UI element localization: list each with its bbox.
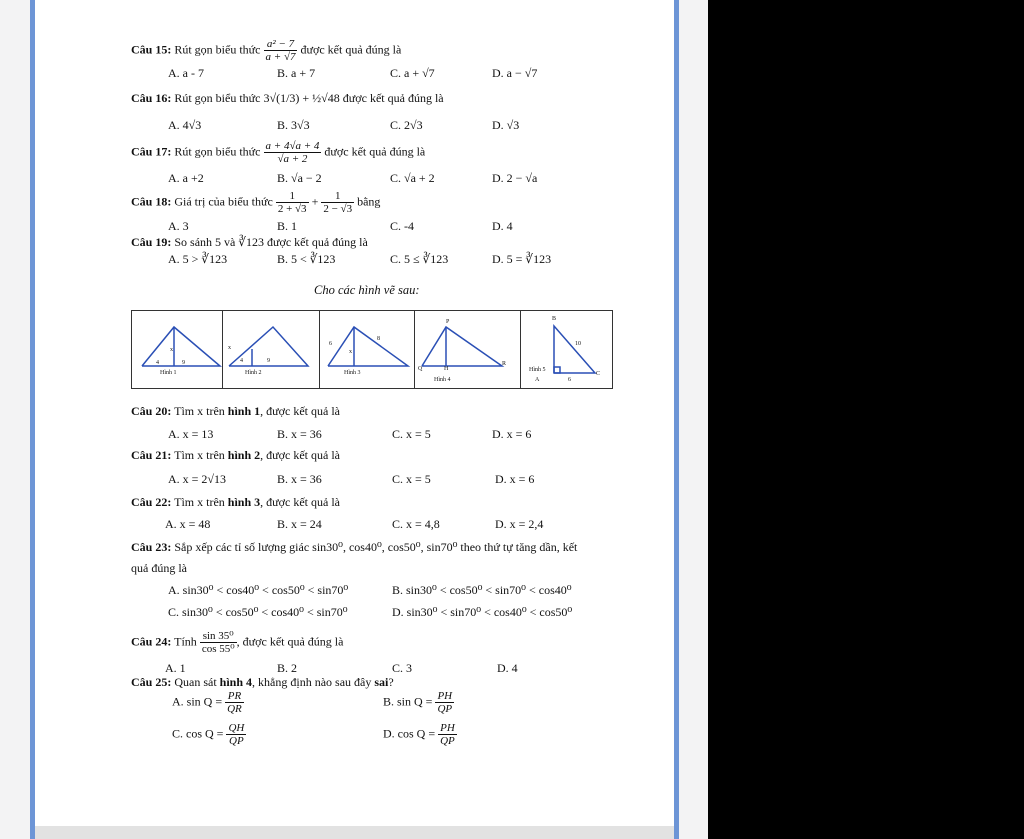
triangle-hinh-1 (142, 327, 220, 366)
question-label: Câu 17: (131, 144, 172, 159)
option-c: C. 3 (392, 661, 413, 675)
question-25 (131, 675, 394, 689)
label: 10 (575, 341, 581, 347)
option-d: D. a − √7 (492, 66, 538, 80)
label: 9 (267, 358, 270, 364)
page-right-border (674, 0, 679, 839)
label: R (502, 361, 507, 367)
label: 6 (568, 377, 571, 383)
question-tail: được kết quả đúng là (342, 91, 444, 105)
question-16 (131, 91, 444, 105)
denominator: QP (437, 703, 453, 715)
option-text: C. cos Q = (172, 726, 224, 741)
numerator: a + 4√a + 4 (265, 140, 320, 152)
option-c: C. sin30⁰ < cos50⁰ < cos40⁰ < sin70⁰ (168, 605, 348, 619)
option-text: B. sin Q = (383, 694, 433, 709)
fraction-1 (276, 190, 309, 215)
option-text: A. sin Q = (172, 694, 223, 709)
label: x (170, 347, 173, 353)
numerator: 1 (321, 190, 354, 203)
question-tail: bằng (357, 194, 381, 209)
option-c: C. 5 ≤ ∛123 (390, 252, 449, 266)
option-b: B. x = 36 (277, 427, 322, 441)
question-label: Câu 19: (131, 235, 172, 249)
option-c: C. x = 4,8 (392, 517, 440, 531)
option-a: A. 4√3 (168, 118, 202, 132)
caption-hinh-1: Hình 1 (160, 370, 177, 376)
option-a: A. a +2 (168, 171, 204, 185)
triangle-hinh-3 (328, 327, 408, 366)
option-d: D. x = 6 (492, 427, 532, 441)
label: 4 (156, 360, 159, 366)
question-20 (131, 404, 340, 418)
option-c: C. √a + 2 (390, 171, 435, 185)
option-d: D. √3 (492, 118, 520, 132)
question-label: Câu 18: (131, 194, 172, 209)
label: C (596, 371, 601, 377)
denominator: 2 − √3 (323, 203, 353, 215)
option-b: B. 2 (277, 661, 298, 675)
option-b (383, 690, 454, 715)
option-a: A. 3 (168, 219, 189, 233)
numerator: PH (440, 722, 455, 734)
question-text-cont: quả đúng là (131, 561, 187, 575)
option-c (172, 722, 246, 747)
label: 8 (377, 336, 380, 342)
question-18: Câu 18: Giá trị của biểu thức $\frac{1}{2 + √3}$ + $\frac{1}{2 - √3}$ bằng (131, 190, 381, 215)
caption-hinh-2: Hình 2 (245, 370, 262, 376)
fraction (264, 140, 322, 165)
figures-panel (131, 310, 613, 389)
option-text: D. cos Q = (383, 726, 436, 741)
label: 4 (240, 358, 243, 364)
question-label: Câu 24: (131, 634, 172, 649)
option-a: A. a - 7 (168, 66, 204, 80)
question-tail: , được kết quả là (260, 495, 340, 509)
question-tail: được kết quả đúng là (324, 144, 426, 159)
option-c: C. 2√3 (390, 118, 423, 132)
question-label: Câu 23: (131, 540, 172, 554)
option-b: B. a + 7 (277, 66, 316, 80)
option-a: A. x = 2√13 (168, 472, 227, 486)
option-d: D. sin30⁰ < sin70⁰ < cos40⁰ < cos50⁰ (392, 605, 573, 619)
label: Q (418, 366, 423, 372)
question-tail: , được kết quả là (260, 448, 340, 462)
option-b: B. sin30⁰ < cos50⁰ < sin70⁰ < cos40⁰ (392, 583, 572, 597)
fraction (200, 630, 237, 655)
fraction (264, 38, 298, 63)
question-text: Rút gọn biểu thức (174, 42, 261, 57)
triangle-hinh-4 (422, 327, 502, 366)
option-b: B. x = 36 (277, 472, 322, 486)
option-b: B. 5 < ∛123 (277, 252, 336, 266)
question-text: Giá trị của biểu thức (174, 194, 273, 209)
fraction (438, 722, 457, 747)
option-a (172, 690, 244, 715)
option-d: D. x = 6 (495, 472, 535, 486)
question-text: Sắp xếp các tỉ số lượng giác sin30⁰, cos40⁰, cos50⁰, sin70⁰ theo thứ tự tăng dần, kết (174, 540, 578, 554)
question-15 (131, 38, 401, 63)
caption-hinh-4: Hình 4 (434, 377, 451, 383)
question-emphasis: hình 2 (227, 448, 261, 462)
question-emphasis-2: sai (374, 675, 389, 689)
question-label: Câu 22: (131, 495, 172, 509)
question-21 (131, 448, 340, 462)
question-23 (131, 540, 577, 554)
label: P (446, 319, 450, 325)
option-d: D. 2 − √a (492, 171, 538, 185)
question-text: Tìm x trên (174, 495, 225, 509)
right-angle-mark (554, 367, 560, 373)
question-tail: , được kết quả là (260, 404, 340, 418)
question-label: Câu 25: (131, 675, 172, 689)
label: x (349, 349, 352, 355)
option-d: D. x = 2,4 (495, 517, 544, 531)
numerator: sin 35⁰ (200, 630, 237, 643)
caption-hinh-3: Hình 3 (344, 370, 361, 376)
option-b: B. x = 24 (277, 517, 322, 531)
option-b: B. √a − 2 (277, 171, 322, 185)
denominator: cos 55⁰ (201, 643, 235, 655)
question-text: Tìm x trên (174, 448, 225, 462)
question-text: Rút gọn biểu thức (174, 144, 261, 159)
option-b: B. 3√3 (277, 118, 310, 132)
numerator: a² − 7 (264, 38, 298, 51)
denominator: 2 + √3 (277, 203, 307, 215)
figures-drawing (132, 311, 612, 388)
fraction (435, 690, 454, 715)
option-c: C. a + √7 (390, 66, 435, 80)
question-text-mid: , khẳng định nào sau đây (252, 675, 372, 689)
question-19 (131, 235, 368, 249)
label: A (535, 377, 540, 383)
caption-hinh-5: Hình 5 (529, 367, 546, 373)
option-b: B. 1 (277, 219, 298, 233)
denominator: a + √7 (265, 51, 296, 63)
question-text: Rút gọn biểu thức 3√(1/3) + ½√48 (174, 91, 340, 105)
question-emphasis: hình 3 (227, 495, 261, 509)
option-c: C. x = 5 (392, 427, 431, 441)
question-label: Câu 16: (131, 91, 172, 105)
numerator: PR (225, 690, 244, 703)
option-d: D. 5 = ∛123 (492, 252, 552, 266)
question-17 (131, 140, 425, 165)
question-label: Câu 21: (131, 448, 172, 462)
figures-intro: Cho các hình vẽ sau: (314, 283, 420, 297)
question-label: Câu 15: (131, 42, 172, 57)
denominator: QP (229, 735, 244, 747)
label: x (228, 345, 231, 351)
question-text: Quan sát (174, 675, 217, 689)
fraction (225, 690, 244, 715)
triangle-hinh-5 (554, 326, 595, 373)
question-tail: ? (388, 675, 394, 689)
fraction (226, 722, 246, 747)
label: 9 (182, 360, 185, 366)
question-22 (131, 495, 340, 509)
numerator: QH (228, 722, 245, 734)
fraction-2 (321, 190, 354, 215)
option-a: A. 5 > ∛123 (168, 252, 228, 266)
option-d (383, 722, 457, 747)
option-c: C. x = 5 (392, 472, 431, 486)
option-c: C. -4 (390, 219, 414, 233)
denominator: QP (440, 735, 455, 747)
option-a: A. 1 (165, 661, 186, 675)
numerator: 1 (276, 190, 309, 203)
option-a: A. x = 13 (168, 427, 214, 441)
question-text: Tính (174, 634, 197, 649)
option-d: D. 4 (492, 219, 513, 233)
label: 6 (329, 341, 332, 347)
denominator: √a + 2 (277, 153, 308, 165)
question-tail: , được kết quả đúng là (236, 634, 344, 649)
label: H (444, 366, 449, 372)
option-a: A. x = 48 (165, 517, 211, 531)
question-emphasis: hình 1 (227, 404, 261, 418)
denominator: QR (227, 703, 242, 715)
numerator: PH (437, 690, 453, 702)
question-text: So sánh 5 và ∛123 được kết quả đúng là (174, 235, 368, 249)
question-emphasis: hình 4 (219, 675, 253, 689)
option-d: D. 4 (497, 661, 518, 675)
label: B (552, 316, 557, 322)
question-tail: được kết quả đúng là (300, 42, 402, 57)
page-bottom-edge (35, 826, 674, 839)
question-24 (131, 630, 343, 655)
question-text: Tìm x trên (174, 404, 225, 418)
question-label: Câu 20: (131, 404, 172, 418)
option-a: A. sin30⁰ < cos40⁰ < cos50⁰ < sin70⁰ (168, 583, 349, 597)
